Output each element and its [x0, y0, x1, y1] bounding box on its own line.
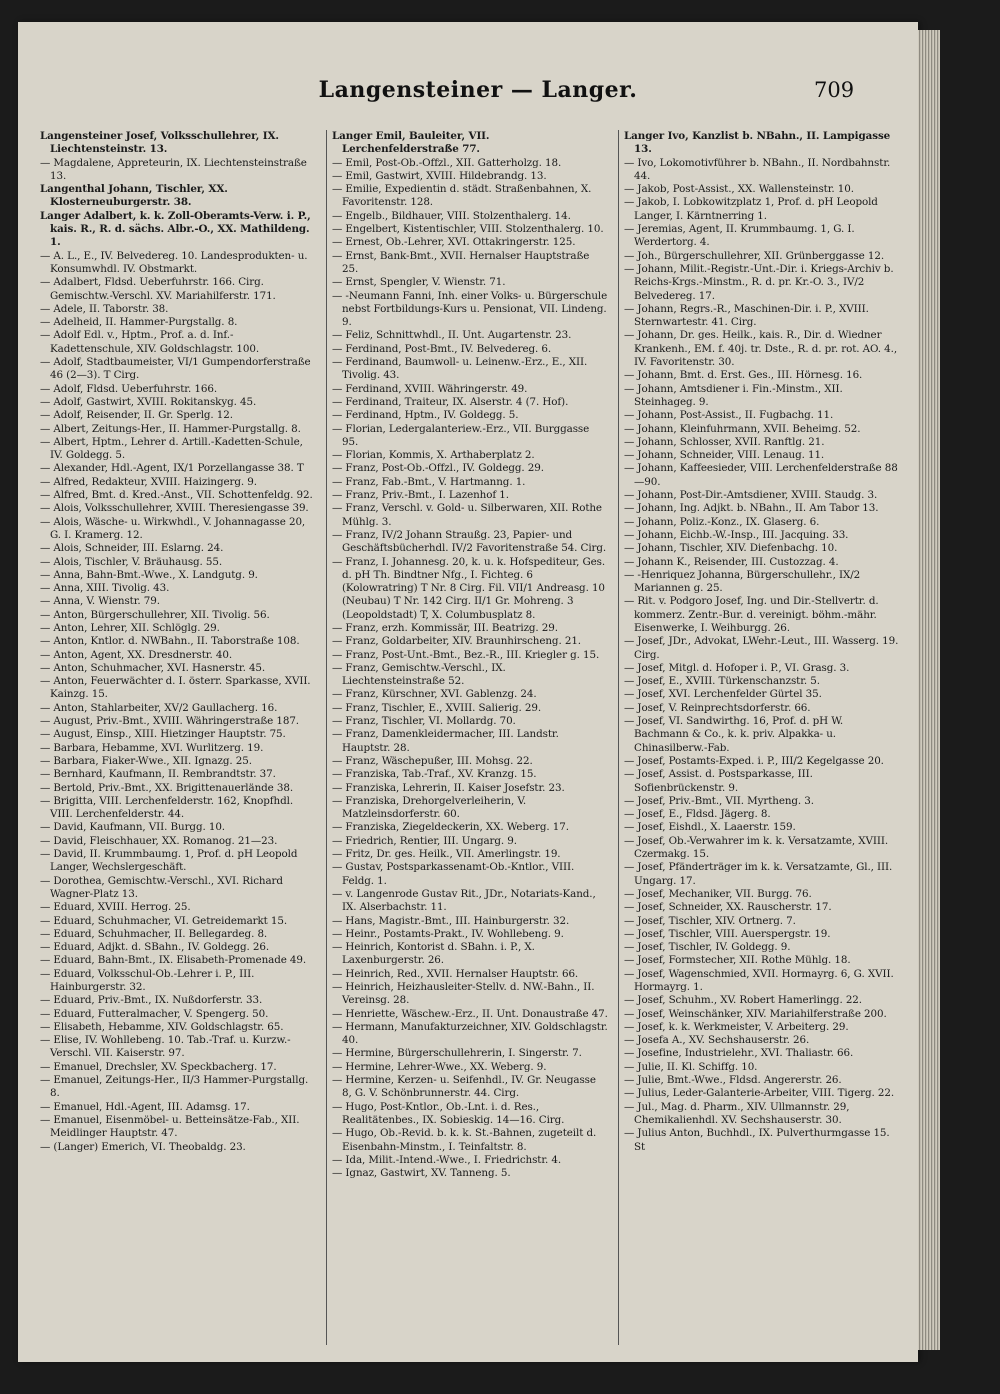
- directory-page: [18, 22, 918, 1362]
- directory-entry: — Johann, Milit.-Registr.-Unt.-Dir. i. Kriegs-Archiv b. Reichs-Krgs.-Minstm., R. d. pr. Kr.-O. 3., IV/2 Belvedereg. 17.: [624, 262, 894, 302]
- directory-entry: — Adelheid, II. Hammer-Purgstallg. 8.: [40, 316, 238, 329]
- page-edges: [918, 30, 940, 1350]
- directory-entry: — Heinrich, Red., XVII. Hernalser Hauptstr. 66.: [332, 967, 579, 980]
- directory-entry: — Fritz, Dr. ges. Heilk., VII. Amerlingstr. 19.: [332, 848, 561, 861]
- running-head: Langensteiner — Langer.: [318, 77, 638, 103]
- directory-entry: — Emanuel, Eisenmöbel- u. Betteinsätze-Fab., XII. Meidlinger Hauptstr. 47.: [40, 1113, 300, 1140]
- directory-entry: — Franz, Damenkleidermacher, III. Landstr. Hauptstr. 28.: [332, 728, 559, 754]
- directory-entry: — Ivo, Lokomotivführer b. NBahn., II. Nordbahnstr. 44.: [624, 156, 891, 182]
- directory-entry: — Johann, Dr. ges. Heilk., kais. R., Dir. d. Wiedner Krankenh., EM. f. 40j. tr. Dste., R. d. pr. rot. AO. 4., IV. Favoritenstr. 30.: [624, 329, 898, 369]
- directory-entry: — -Neumann Fanni, Inh. einer Volks- u. Bürgerschule nebst Fortbildungs-Kurs u. Pensionat, VII. Lindeng. 9.: [332, 289, 608, 329]
- directory-entry: — Josef, Pfänderträger im k. k. Versatzamte, Gl., III. Ungarg. 17.: [624, 861, 893, 887]
- directory-entry: — Hermine, Lehrer-Wwe., XX. Weberg. 9.: [332, 1060, 547, 1073]
- directory-entry: — Engelbert, Kistentischler, VIII. Stolzenthalerg. 10.: [332, 223, 604, 236]
- directory-entry: — Josef, XVI. Lerchenfelder Gürtel 35.: [624, 688, 822, 701]
- directory-entry: — Elisabeth, Hebamme, XIV. Goldschlagstr. 65.: [40, 1020, 284, 1033]
- directory-entry: — Franz, Kürschner, XVI. Gablenzg. 24.: [332, 688, 537, 701]
- directory-entry: — Josef, k. k. Werkmeister, V. Arbeiterg. 29.: [624, 1020, 849, 1033]
- directory-entry: — Franz, Tischler, VI. Mollardg. 70.: [332, 715, 516, 728]
- directory-entry: — Josefa A., XV. Sechshauserstr. 26.: [624, 1034, 810, 1047]
- directory-entry: — Florian, Ledergalanteriew.-Erz., VII. Burggasse 95.: [332, 422, 590, 448]
- directory-entry: — Josef, Ob.-Verwahrer im k. k. Versatzamte, XVIII. Czermakg. 15.: [624, 834, 889, 861]
- directory-entry: — Ida, Milit.-Intend.-Wwe., I. Friedrichstr. 4.: [332, 1153, 562, 1166]
- directory-entry: — Johann, Regrs.-R., Maschinen-Dir. i. P., XVIII. Sternwartestr. 41. Cirg.: [624, 302, 869, 329]
- directory-entry: — Florian, Kommis, X. Arthaberplatz 2.: [332, 449, 535, 462]
- directory-entry: — Adolf, Stadtbaumeister, VI/1 Gumpendorferstraße 46 (2—3). T Cirg.: [40, 356, 311, 382]
- directory-entry: — Adolf, Reisender, II. Gr. Sperlg. 12.: [40, 409, 233, 422]
- directory-entry: — Franz, Post-Ob.-Offzl., IV. Goldegg. 29.: [332, 462, 544, 475]
- directory-entry: — Alois, Wäsche- u. Wirkwhdl., V. Johannagasse 20, G. I. Kramerg. 12.: [40, 515, 306, 541]
- directory-entry: — Johann K., Reisender, III. Custozzag. 4.: [624, 555, 839, 568]
- directory-entry: — Anna, XIII. Tivolig. 43.: [40, 582, 170, 595]
- directory-entry: — Anton, Bürgerschullehrer, XII. Tivolig. 56.: [40, 608, 270, 621]
- column-2: [332, 130, 608, 1345]
- directory-entry: — Franz, I. Johannesg. 20, k. u. k. Hofspediteur, Ges. d. pH Th. Bindtner Nfg., I. Fichteg. 6 (Kolowratring) T Nr. 8 Cirg. Fil. VII/1 Andreasg. 10 (Neubau) T Nr. 142 Cirg. II/1 Gr. Mohreng. 3 (Leopoldstadt) T, X. Columbusplatz 8.: [332, 555, 606, 621]
- directory-entry: — Eduard, Futteralmacher, V. Spengerg. 50.: [40, 1007, 269, 1020]
- directory-entry: — Emilie, Expedientin d. städt. Straßenbahnen, X. Favoritenstr. 128.: [332, 183, 592, 209]
- directory-entry: — (Langer) Emerich, VI. Theobaldg. 23.: [40, 1140, 246, 1153]
- directory-entry: — Heinrich, Heizhausleiter-Stellv. d. NW.-Bahn., II. Vereinsg. 28.: [332, 981, 595, 1007]
- directory-entry: — Hermann, Manufakturzeichner, XIV. Goldschlagstr. 40.: [332, 1020, 608, 1047]
- column-divider: [326, 130, 327, 1345]
- directory-entry: — Julie, Bmt.-Wwe., Fldsd. Angererstr. 26.: [624, 1074, 842, 1087]
- directory-entry: — Franz, Wäschepußer, III. Mohsg. 22.: [332, 754, 533, 767]
- directory-entry: — v. Langenrode Gustav Rit., JDr., Notariats-Kand., IX. Alserbachstr. 11.: [332, 887, 596, 914]
- directory-entry: — Josef, Tischler, XIV. Ortnerg. 7.: [624, 914, 796, 927]
- directory-entry: — -Henriquez Johanna, Bürgerschullehr., IX/2 Mariannen g. 25.: [624, 568, 861, 595]
- directory-entry: — Adolf, Fldsd. Ueberfuhrstr. 166.: [40, 382, 218, 395]
- directory-entry: — Josef, E., Fldsd. Jägerg. 8.: [624, 808, 771, 821]
- directory-entry: — Elise, IV. Wohllebeng. 10. Tab.-Traf. u. Kurzw.-Verschl. VII. Kaiserstr. 97.: [40, 1034, 291, 1060]
- directory-entry: — Franz, Verschl. v. Gold- u. Silberwaren, XII. Rothe Mühlg. 3.: [332, 502, 602, 528]
- directory-entry: — Jakob, I. Lobkowitzplatz 1, Prof. d. pH Leopold Langer, I. Kärntnerring 1.: [624, 196, 878, 222]
- directory-entry: — Adele, II. Taborstr. 38.: [40, 302, 169, 315]
- directory-entry: — Josef, VI. Sandwirthg. 16, Prof. d. pH W. Bachmann & Co., k. k. priv. Alpakka- u. Chinasilberw.-Fab.: [624, 715, 844, 754]
- directory-entry: — Engelb., Bildhauer, VIII. Stolzenthalerg. 14.: [332, 209, 571, 222]
- directory-entry: — Eduard, Bahn-Bmt., IX. Elisabeth-Promenade 49.: [40, 954, 307, 967]
- directory-entry: — Ferdinand, XVIII. Währingerstr. 49.: [332, 382, 528, 395]
- directory-entry: — Josef, Postamts-Exped. i. P., III/2 Kegelgasse 20.: [624, 754, 884, 767]
- directory-entry: — Josef, Wagenschmied, XVII. Hormayrg. 6, G. XVII. Hormayrg. 1.: [624, 967, 894, 993]
- directory-entry: — Heinr., Postamts-Prakt., IV. Wohllebeng. 9.: [332, 927, 564, 940]
- directory-entry: — Julius Anton, Buchhdl., IX. Pulverthurmgasse 15. St: [624, 1127, 890, 1153]
- directory-entry: — Joh., Bürgerschullehrer, XII. Grünberggasse 12.: [624, 249, 885, 262]
- directory-entry: — Franz, Fab.-Bmt., V. Hartmanng. 1.: [332, 475, 526, 488]
- directory-entry: — Emil, Gastwirt, XVIII. Hildebrandg. 13.: [332, 169, 547, 182]
- directory-entry: — Eduard, Volksschul-Ob.-Lehrer i. P., III. Hainburgerstr. 32.: [40, 967, 255, 993]
- directory-entry: — Johann, Schneider, VIII. Lenaug. 11.: [624, 449, 825, 462]
- directory-entry: — Adalbert, Fldsd. Ueberfuhrstr. 166. Cirg. Gemischtw.-Verschl. XV. Mariahilferstr. 171.: [40, 276, 276, 302]
- column-3: [624, 130, 900, 1345]
- directory-entry: — Josef, Weinschänker, XIV. Mariahilferstraße 200.: [624, 1007, 887, 1020]
- directory-entry: — August, Einsp., XIII. Hietzinger Hauptstr. 75.: [40, 728, 286, 741]
- directory-entry: — Gustav, Postsparkassenamt-Ob.-Kntlor., VIII. Feldg. 1.: [332, 861, 575, 887]
- directory-entry: — David, Kaufmann, VII. Burgg. 10.: [40, 821, 225, 834]
- directory-entry: — Rit. v. Podgoro Josef, Ing. und Dir.-Stellvertr. d. kommerz. Zentr.-Bur. d. vereinigt. böhm.-mähr. Eisenwerke, I. Weihburgg. 26.: [624, 595, 879, 634]
- column-divider: [618, 130, 619, 1345]
- directory-entry: — August, Priv.-Bmt., XVIII. Währingerstraße 187.: [40, 715, 299, 728]
- directory-entry: — Johann, Schlosser, XVII. Ranftlg. 21.: [624, 435, 825, 448]
- directory-entry: — Eduard, Schuhmacher, VI. Getreidemarkt 15.: [40, 914, 288, 927]
- directory-entry: — Franz, Post-Unt.-Bmt., Bez.-R., III. Kriegler g. 15.: [332, 648, 600, 661]
- directory-entry: — Josef, E., XVIII. Türkenschanzstr. 5.: [624, 675, 820, 688]
- directory-entry: — Julius, Leder-Galanterie-Arbeiter, VIII. Tigerg. 22.: [624, 1087, 895, 1100]
- directory-entry: — Eduard, Adjkt. d. SBahn., IV. Goldegg. 26.: [40, 941, 270, 954]
- directory-entry: — Franziska, Tab.-Traf., XV. Kranzg. 15.: [332, 768, 537, 781]
- directory-entry: — David, Fleischhauer, XX. Romanog. 21—23.: [40, 834, 278, 847]
- directory-entry: — Josef, Schneider, XX. Rauscherstr. 17.: [624, 901, 832, 914]
- directory-entry: — Adolf Edl. v., Hptm., Prof. a. d. Inf.-Kadettenschule, XIV. Goldschlagstr. 100.: [40, 329, 260, 355]
- directory-entry: — Hermine, Bürgerschullehrerin, I. Singerstr. 7.: [332, 1047, 582, 1060]
- directory-entry: Langer Ivo, Kanzlist b. NBahn., II. Lampigasse 13.: [624, 130, 891, 156]
- directory-entry: — Jakob, Post-Assist., XX. Wallensteinstr. 10.: [624, 183, 854, 196]
- directory-entry: — Josef, JDr., Advokat, LWehr.-Leut., III. Wasserg. 19. Cirg.: [624, 635, 899, 661]
- directory-entry: — Josef, V. Reinprechtsdorferstr. 66.: [624, 701, 811, 714]
- directory-entry: — Emanuel, Zeitungs-Her., II/3 Hammer-Purgstallg. 8.: [40, 1074, 309, 1100]
- directory-entry: — Eduard, XVIII. Herrog. 25.: [40, 901, 191, 914]
- directory-entry: — Josef, Eishdl., X. Laaerstr. 159.: [624, 821, 796, 834]
- directory-entry: — Bernhard, Kaufmann, II. Rembrandtstr. 37.: [40, 768, 276, 781]
- directory-entry: — Johann, Eichb.-W.-Insp., III. Jacquing. 33.: [624, 528, 849, 541]
- directory-entry: — Johann, Bmt. d. Erst. Ges., III. Hörnesg. 16.: [624, 369, 863, 382]
- directory-entry: — Franziska, Ziegeldeckerin, XX. Weberg. 17.: [332, 821, 569, 834]
- directory-entry: — Josef, Formstecher, XII. Rothe Mühlg. 18.: [624, 954, 851, 967]
- directory-entry: — Ernest, Ob.-Lehrer, XVI. Ottakringerstr. 125.: [332, 236, 576, 249]
- directory-entry: — Ernst, Spengler, V. Wienstr. 71.: [332, 276, 506, 289]
- directory-entry: — Albert, Zeitungs-Her., II. Hammer-Purgstallg. 8.: [40, 422, 301, 435]
- directory-entry: — Dorothea, Gemischtw.-Verschl., XVI. Richard Wagner-Platz 13.: [40, 874, 283, 900]
- directory-entry: — Anton, Agent, XX. Dresdnerstr. 40.: [40, 648, 233, 661]
- directory-entry: — Julie, II. Kl. Schiffg. 10.: [624, 1060, 758, 1073]
- directory-entry: — Alois, Volksschullehrer, XVIII. Theresiengasse 39.: [40, 502, 309, 515]
- directory-entry: — Heinrich, Kontorist d. SBahn. i. P., X. Laxenburgerstr. 26.: [332, 941, 535, 967]
- directory-entry: — Bertold, Priv.-Bmt., XX. Brigittenauerlände 38.: [40, 781, 294, 794]
- directory-entry: — Hugo, Post-Kntlor., Ob.-Lnt. i. d. Res., Realitätenbes., IX. Sobieskig. 14—16. Cirg.: [332, 1100, 565, 1126]
- directory-columns: [40, 130, 908, 1345]
- directory-entry: — Franz, IV/2 Johann Straußg. 23, Papier- und Geschäftsbücherhdl. IV/2 Favoritenstraße 54. Cirg.: [332, 528, 607, 555]
- directory-entry: — Ferdinand, Post-Bmt., IV. Belvedereg. 6.: [332, 342, 552, 355]
- directory-entry: — Ferdinand, Baumwoll- u. Leinenw.-Erz., E., XII. Tivolig. 43.: [332, 356, 588, 382]
- directory-entry: — Anton, Stahlarbeiter, XV/2 Gaullacherg. 16.: [40, 701, 278, 714]
- directory-entry: — Hans, Magistr.-Bmt., III. Hainburgerstr. 32.: [332, 914, 570, 927]
- directory-entry: — Franz, Priv.-Bmt., I. Lazenhof 1.: [332, 489, 509, 502]
- directory-entry: Langer Adalbert, k. k. Zoll-Oberamts-Verw. i. P., kais. R., R. d. sächs. Albr.-O., XX. Mathildeng. 1.: [40, 209, 311, 249]
- directory-entry: — Josef, Tischler, IV. Goldegg. 9.: [624, 941, 791, 954]
- directory-entry: — Franz, Goldarbeiter, XIV. Braunhirscheng. 21.: [332, 635, 581, 648]
- directory-entry: — Anton, Feuerwächter d. I. österr. Sparkasse, XVII. Kainzg. 15.: [40, 675, 311, 701]
- directory-entry: — Emanuel, Drechsler, XV. Speckbacherg. 17.: [40, 1060, 277, 1073]
- directory-entry: — Anna, Bahn-Bmt.-Wwe., X. Landgutg. 9.: [40, 568, 258, 581]
- directory-entry: — Hugo, Ob.-Revid. b. k. k. St.-Bahnen, zugeteilt d. Eisenbahn-Minstm., I. Teinfaltstr. 8.: [332, 1127, 597, 1153]
- directory-entry: — Franz, Gemischtw.-Verschl., IX. Liechtensteinstraße 52.: [332, 661, 506, 688]
- directory-entry: — Magdalene, Appreteurin, IX. Liechtensteinstraße 13.: [40, 156, 307, 182]
- directory-entry: — Josef, Priv.-Bmt., VII. Myrtheng. 3.: [624, 794, 814, 807]
- directory-entry: — Josef, Assist. d. Postsparkasse, III. Sofienbrückenstr. 9.: [624, 768, 813, 794]
- directory-entry: — Josef, Tischler, VIII. Auerspergstr. 19.: [624, 927, 831, 940]
- directory-entry: — Johann, Kleinfuhrmann, XVII. Beheimg. 52.: [624, 422, 861, 435]
- directory-entry: — Johann, Ing. Adjkt. b. NBahn., II. Am Tabor 13.: [624, 502, 879, 515]
- page-number: 709: [814, 78, 855, 102]
- directory-entry: Langenthal Johann, Tischler, XX. Klosterneuburgerstr. 38.: [40, 183, 228, 209]
- directory-entry: — Alois, Tischler, V. Bräuhausg. 55.: [40, 555, 223, 568]
- directory-entry: — Jeremias, Agent, II. Krummbaumg. 1, G. I. Werdertorg. 4.: [624, 223, 855, 249]
- directory-entry: — Johann, Tischler, XIV. Diefenbachg. 10.: [624, 542, 838, 555]
- column-1: [40, 130, 316, 1345]
- directory-entry: — Johann, Post-Dir.-Amtsdiener, XVIII. Staudg. 3.: [624, 489, 878, 502]
- directory-entry: — Feliz, Schnittwhdl., II. Unt. Augartenstr. 23.: [332, 329, 572, 342]
- directory-entry: — Jul., Mag. d. Pharm., XIV. Ullmannstr. 29, Chemikalienhdl. XV. Sechshauserstr. 30.: [624, 1100, 850, 1126]
- directory-entry: Langensteiner Josef, Volksschullehrer, IX. Liechtensteinstr. 13.: [40, 130, 279, 156]
- directory-entry: Langer Emil, Bauleiter, VII. Lerchenfelderstraße 77.: [332, 130, 490, 156]
- directory-entry: — Johann, Amtsdiener i. Fin.-Minstm., XII. Steinhageg. 9.: [624, 382, 843, 408]
- directory-entry: — Barbara, Fiaker-Wwe., XII. Ignazg. 25.: [40, 754, 252, 767]
- directory-entry: — Josef, Mitgl. d. Hofoper i. P., VI. Grasg. 3.: [624, 661, 850, 674]
- directory-entry: — Franz, erzh. Kommissär, III. Beatrizg. 29.: [332, 621, 558, 634]
- directory-entry: — Alfred, Bmt. d. Kred.-Anst., VII. Schottenfeldg. 92.: [40, 489, 313, 502]
- directory-entry: — Ferdinand, Traiteur, IX. Alserstr. 4 (7. Hof).: [332, 395, 569, 408]
- directory-entry: — Josef, Schuhm., XV. Robert Hamerlingg. 22.: [624, 994, 862, 1007]
- directory-entry: — Brigitta, VIII. Lerchenfelderstr. 162, Knopfhdl. VIII. Lerchenfelderstr. 44.: [40, 794, 294, 821]
- directory-entry: — Adolf, Gastwirt, XVIII. Rokitanskyg. 45.: [40, 395, 257, 408]
- directory-entry: — Johann, Kaffeesieder, VIII. Lerchenfelderstraße 88—90.: [624, 462, 898, 488]
- directory-entry: — Franziska, Drehorgelverleiherin, V. Matzleinsdorferstr. 60.: [332, 794, 527, 821]
- directory-entry: — Josef, Mechaniker, VII. Burgg. 76.: [624, 887, 812, 900]
- directory-entry: — Barbara, Hebamme, XVI. Wurlitzerg. 19.: [40, 741, 264, 754]
- directory-entry: — Anton, Kntlor. d. NWBahn., II. Taborstraße 108.: [40, 635, 300, 648]
- directory-entry: — Henriette, Wäschew.-Erz., II. Unt. Donaustraße 47.: [332, 1007, 608, 1020]
- directory-entry: — Johann, Poliz.-Konz., IX. Glaserg. 6.: [624, 515, 820, 528]
- directory-entry: — Franziska, Lehrerin, II. Kaiser Josefstr. 23.: [332, 781, 565, 794]
- directory-entry: — Albert, Hptm., Lehrer d. Artill.-Kadetten-Schule, IV. Goldegg. 5.: [40, 435, 303, 462]
- directory-entry: — Anton, Schuhmacher, XVI. Hasnerstr. 45.: [40, 661, 266, 674]
- directory-entry: — Ferdinand, Hptm., IV. Goldegg. 5.: [332, 409, 519, 422]
- directory-entry: — Ernst, Bank-Bmt., XVII. Hernalser Hauptstraße 25.: [332, 249, 590, 275]
- directory-entry: — Alois, Schneider, III. Eslarng. 24.: [40, 542, 224, 555]
- directory-entry: — Alexander, Hdl.-Agent, IX/1 Porzellangasse 38. T: [40, 462, 304, 475]
- directory-entry: — Friedrich, Rentier, III. Ungarg. 9.: [332, 834, 517, 847]
- directory-entry: — Eduard, Schuhmacher, II. Bellegardeg. 8.: [40, 927, 268, 940]
- directory-entry: — Johann, Post-Assist., II. Fugbachg. 11.: [624, 409, 834, 422]
- directory-entry: — David, II. Krummbaumg. 1, Prof. d. pH Leopold Langer, Wechslergeschäft.: [40, 848, 298, 874]
- directory-entry: — Josefine, Industrielehr., XVI. Thaliastr. 66.: [624, 1047, 854, 1060]
- directory-entry: — Eduard, Priv.-Bmt., IX. Nußdorferstr. 33.: [40, 994, 263, 1007]
- directory-entry: — Ignaz, Gastwirt, XV. Tanneng. 5.: [332, 1167, 511, 1180]
- directory-entry: — Hermine, Kerzen- u. Seifenhdl., IV. Gr. Neugasse 8, G. V. Schönbrunnerstr. 44. Cirg.: [332, 1074, 596, 1100]
- directory-entry: — Emanuel, Hdl.-Agent, III. Adamsg. 17.: [40, 1100, 250, 1113]
- directory-entry: — Franz, Tischler, E., XVIII. Salierig. 29.: [332, 701, 542, 714]
- directory-entry: — Anna, V. Wienstr. 79.: [40, 595, 160, 608]
- directory-entry: — A. L., E., IV. Belvedereg. 10. Landesprodukten- u. Konsumwhdl. IV. Obstmarkt.: [40, 249, 308, 275]
- directory-entry: — Alfred, Redakteur, XVIII. Haizingerg. 9.: [40, 475, 257, 488]
- directory-entry: — Emil, Post-Ob.-Offzl., XII. Gatterholzg. 18.: [332, 156, 562, 169]
- directory-entry: — Anton, Lehrer, XII. Schlöglg. 29.: [40, 621, 220, 634]
